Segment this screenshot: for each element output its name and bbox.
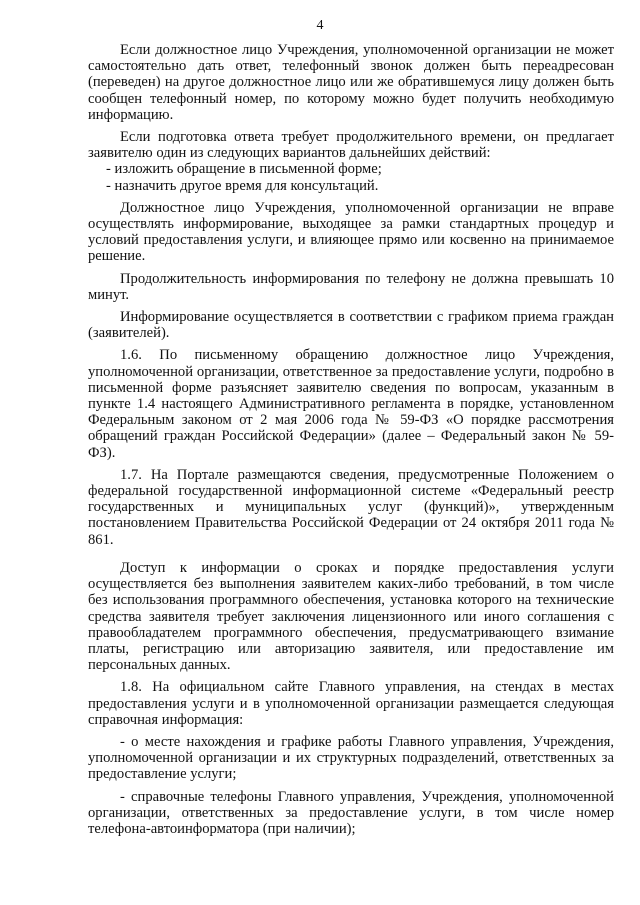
list-item-phones: - справочные телефоны Главного управления, Учреждения, уполномоченной организации, ответственных за предоставление услуги, в том числе номер телефона-автоинформатора (при наличии); bbox=[88, 788, 614, 837]
paragraph-1-7: 1.7. На Портале размещаются сведения, предусмотренные Положением о федеральной государственной информационной системе «Федеральный реестр государственных и муниципальных услуг (функций)», утвержденным постановлением Правительства Российской Федерации от 24 октября 2011 года № 861. bbox=[88, 466, 614, 548]
document-body bbox=[88, 42, 614, 837]
paragraph-no-right: Должностное лицо Учреждения, уполномоченной организации не вправе осуществлять информирование, выходящее за рамки стандартных процедур и условий предоставления услуги, и влияющее прямо или косвенно на принимаемое решение. bbox=[88, 199, 614, 265]
list-item-other-time: - назначить другое время для консультаций. bbox=[106, 177, 379, 194]
list-item-written-form: - изложить обращение в письменной форме; bbox=[106, 161, 382, 178]
list-item-location: - о месте нахождения и графике работы Главного управления, Учреждения, уполномоченной организации и их структурных подразделений, ответственных за предоставление услуги; bbox=[88, 733, 614, 783]
page-number: 4 bbox=[316, 18, 324, 33]
paragraph-redirect-call: Если должностное лицо Учреждения, уполномоченной организации не может самостоятельно дать ответ, телефонный звонок должен быть переадресован (переведен) на другое должностное лицо или же обратившемуся лицу должен быть сообщен телефонный номер, по которому можно будет получить необходимую информацию. bbox=[88, 42, 614, 123]
paragraph-1-6: 1.6. По письменному обращению должностное лицо Учреждения, уполномоченной организации, ответственное за предоставление услуги, подробно в письменной форме разъясняет заявителю сведения по вопросам, указанным в пункте 1.4 настоящего Административного регламента в порядке, установленном Федеральным законом от 2 мая 2006 года № 59-ФЗ «О порядке рассмотрения обращений граждан Российской Федерации» (далее – Федеральный закон № 59-ФЗ). bbox=[88, 347, 614, 461]
paragraph-schedule: Информирование осуществляется в соответствии с графиком приема граждан (заявителей). bbox=[88, 309, 614, 342]
paragraph-duration: Продолжительность информирования по телефону не должна превышать 10 минут. bbox=[88, 270, 614, 303]
paragraph-1-8: 1.8. На официальном сайте Главного управления, на стендах в местах предоставления услуги и в уполномоченной организации размещается следующая справочная информация: bbox=[88, 679, 614, 728]
paragraph-long-preparation: Если подготовка ответа требует продолжительного времени, он предлагает заявителю один из следующих вариантов дальнейших действий: bbox=[88, 129, 614, 162]
paragraph-access: Доступ к информации о сроках и порядке предоставления услуги осуществляется без выполнения заявителем каких-либо требований, в том числе без использования программного обеспечения, установка которого на технические средства заявителя требует заключения лицензионного или иного соглашения с правообладателем программного обеспечения, предусматривающего взимание платы, регистрацию или авторизацию заявителя, или предоставление им персональных данных. bbox=[88, 559, 614, 674]
